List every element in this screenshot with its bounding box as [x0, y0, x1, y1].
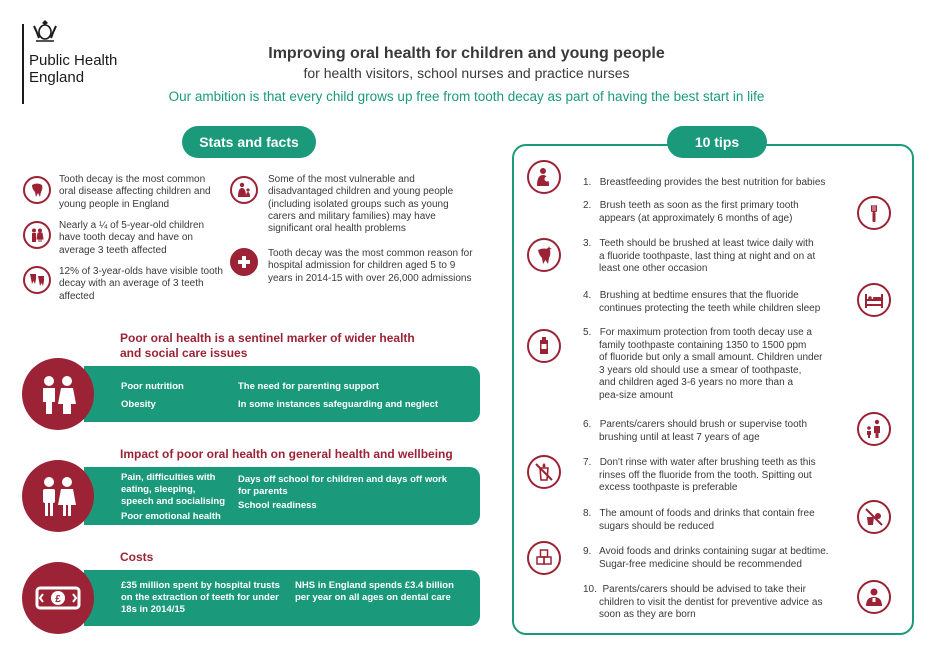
page-title: Improving oral health for children and young people — [268, 45, 665, 62]
impact-col2-line3: School readiness — [238, 500, 317, 511]
impact-col1-line4: Poor emotional health — [121, 511, 221, 522]
sentinel-col1-item1: Poor nutrition — [121, 381, 184, 392]
banknote-icon — [22, 562, 94, 634]
parent-child-icon — [230, 176, 258, 204]
medical-cross-icon — [230, 248, 258, 276]
children-icon — [23, 221, 51, 249]
no-sugar-icon — [857, 500, 891, 534]
costs-col2-line2: per year on all ages on dental care — [295, 592, 451, 603]
tip-3: 3. Teeth should be brushed at least twice daily with a fluoride toothpaste, last thing at night and on at least one other occasion — [583, 238, 816, 274]
stats-heading: Stats and facts — [182, 126, 316, 158]
tip-1: 1. Breastfeeding provides the best nutrition for babies — [583, 177, 826, 188]
impact-title: Impact of poor oral health on general health and wellbeing — [120, 447, 453, 461]
impact-col1-line3: speech and socialising — [121, 496, 226, 507]
tip-9: 9. Avoid foods and drinks containing sugar at bedtime. Sugar-free medicine should be recommended — [583, 546, 829, 570]
toothbrush-icon — [857, 196, 891, 230]
ambition-statement: Our ambition is that every child grows up free from tooth decay as part of having the best start in life — [168, 89, 765, 104]
tip-2: 2. Brush teeth as soon as the first primary tooth appears (at approximately 6 months of age) — [583, 200, 799, 224]
sentinel-title: Poor oral health is a sentinel marker of wider health and social care issues — [120, 331, 415, 360]
dentist-icon — [857, 580, 891, 614]
tip-7: 7. Don't rinse with water after brushing teeth as this rinses off the fluoride from the tooth. Spitting out excess toothpaste is preferable — [583, 457, 816, 493]
no-rinse-icon — [527, 455, 561, 489]
stat-2: Nearly a ¼ of 5-year-old children have tooth decay and have on average 3 teeth affected — [59, 220, 205, 256]
stat-1: Tooth decay is the most common oral disease affecting children and young people in England — [59, 174, 211, 210]
sad-children-icon — [22, 460, 94, 532]
tip-10: 10. Parents/carers should be advised to take their children to visit the dentist for preventive advice as soon as they are born — [583, 584, 823, 620]
tip-6: 6. Parents/carers should brush or supervise tooth brushing until at least 7 years of age — [583, 419, 808, 443]
sparkling-tooth-icon — [527, 238, 561, 272]
stat-4: Some of the most vulnerable and disadvantaged children and young people (including isolated groups such as young carers and military families) may have significant oral health problems — [268, 174, 454, 235]
sentinel-col1-item2: Obesity — [121, 399, 156, 410]
logo-name: Public Health England — [29, 52, 118, 86]
tooth-icon — [23, 176, 51, 204]
royal-crest-icon — [30, 18, 60, 44]
children-figures-icon — [22, 358, 94, 430]
costs-title: Costs — [120, 550, 154, 564]
bed-icon — [857, 283, 891, 317]
tip-4: 4. Brushing at bedtime ensures that the fluoride continues protecting the teeth while children sleep — [583, 290, 821, 314]
sentinel-col2-item1: The need for parenting support — [238, 381, 379, 392]
impact-col1-line1: Pain, difficulties with — [121, 472, 216, 483]
costs-col1-line3: 18s in 2014/15 — [121, 604, 185, 615]
impact-col2-line2: for parents — [238, 486, 288, 497]
stat-3: 12% of 3-year-olds have visible tooth decay with an average of 3 teeth affected — [59, 266, 223, 302]
impact-col2-line1: Days off school for children and days off work — [238, 474, 448, 485]
teeth-icon — [23, 266, 51, 294]
sentinel-band — [84, 366, 480, 422]
costs-col2-line1: NHS in England spends £3.4 billion — [295, 580, 454, 591]
breastfeeding-icon — [527, 160, 561, 194]
costs-col1-line1: £35 million spent by hospital trusts — [121, 580, 280, 591]
toothpaste-icon — [527, 329, 561, 363]
tip-8: 8. The amount of foods and drinks that contain free sugars should be reduced — [583, 508, 815, 532]
page-subtitle: for health visitors, school nurses and practice nurses — [303, 65, 630, 81]
adult-child-icon — [857, 412, 891, 446]
tips-heading: 10 tips — [667, 126, 767, 158]
impact-col1-line2: eating, sleeping, — [121, 484, 196, 495]
stat-5: Tooth decay was the most common reason for hospital admission for children aged 5 to 9 years in 2014-15 with over 26,000 admissions — [268, 248, 473, 284]
costs-col1-line2: on the extraction of teeth for under — [121, 592, 279, 603]
sentinel-col2-item2: In some instances safeguarding and neglect — [238, 399, 439, 410]
sugar-cubes-icon — [527, 541, 561, 575]
tip-5: 5. For maximum protection from tooth decay use a family toothpaste containing 1350 to 1500 ppm of fluoride but only a small amount. Children under 3 years old should use a smear of toothpaste, and children aged 3-6 years no more than a pea-size amount — [583, 327, 823, 401]
svg-text:£: £ — [55, 594, 61, 605]
